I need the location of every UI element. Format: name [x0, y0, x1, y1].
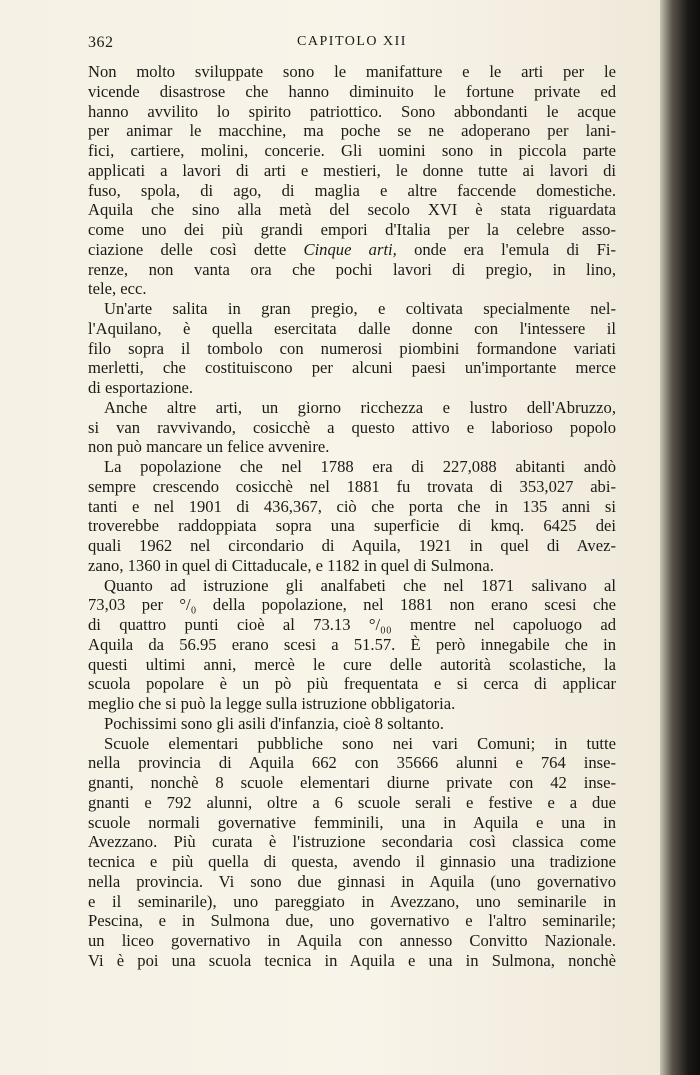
text-line: meglio che si può la legge sulla istruzione obbligatoria. [88, 694, 456, 713]
text-line: troverebbe raddoppiata sopra una superficie di kmq. 6425 dei [88, 516, 616, 536]
text-line: scuole normali governative femminili, una in Aquila e una in [88, 812, 616, 832]
text-line: vicende disastrose che hanno diminuito le fortune private ed [88, 81, 616, 101]
text-line: renze, non vanta ora che pochi lavori di pregio, in lino, [88, 259, 616, 279]
text-line: 73,03 per °/₀ della popolazione, nel 1881 non erano scesi che [88, 595, 616, 615]
text-line: fuso, spola, di ago, di maglia e altre faccende domestiche. [88, 180, 616, 200]
text-line: nella provincia. Vi sono due ginnasi in Aquila (uno governativo [88, 871, 616, 891]
text-line: hanno avvilito lo spirito patriottico. Sono abbondanti le acque [88, 101, 616, 121]
text-line: questi ultimi anni, mercè le cure delle autorità scolastiche, la [88, 654, 616, 674]
text-line: tecnica e più quella di questa, avendo il ginnasio una tradizione [88, 852, 616, 871]
text-line-with-italic [88, 240, 616, 260]
text-line: non può mancare un felice avvenire. [88, 437, 330, 457]
page-number: 362 [88, 34, 114, 51]
text-line: merletti, che costituiscono per alcuni paesi un'importante merce [88, 358, 616, 378]
text-line: si van ravvivando, cosicchè a questo attivo e laborioso popolo [88, 417, 616, 437]
text-line: scuola popolare è un pò più frequentata e si cerca di applicar [88, 674, 616, 694]
text-line: tanti e nel 1901 di 436,367, ciò che porta che in 135 anni si [88, 496, 616, 516]
paragraph-start: Quanto ad istruzione gli analfabeti che nel 1871 salivano al [104, 575, 616, 595]
text-line: Pescina, e in Sulmona due, uno governativo e l'altro seminarile; [88, 911, 616, 931]
italic-phrase: Cinque arti, [303, 239, 397, 259]
text-line: di quattro punti cioè al 73.13 °/₀₀ mentre nel capoluogo ad [88, 615, 616, 634]
page-header [88, 34, 616, 58]
text-line: tele, ecc. [88, 279, 147, 299]
text-line: fici, cartiere, molini, concerie. Gli uomini sono in piccola parte [88, 141, 616, 160]
paragraph-start: Pochissimi sono gli asili d'infanzia, cioè 8 soltanto. [104, 713, 444, 733]
text-line: come uno dei più grandi empori d'Italia per la celebre asso- [88, 220, 616, 239]
text-line: quali 1962 nel circondario di Aquila, 1921 in quel di Avez- [88, 536, 616, 555]
text-line: Avezzano. Più curata è l'istruzione secondaria così classica come [88, 832, 616, 852]
body-text [88, 62, 616, 971]
text-line: di esportazione. [88, 378, 194, 397]
paragraph-start: Anche altre arti, un giorno ricchezza e lustro dell'Abruzzo, [104, 397, 616, 417]
text-line: Aquila da 56.95 erano scesi a 51.57. È però innegabile che in [88, 634, 616, 654]
book-gutter-shadow [660, 0, 700, 1075]
text-line: filo sopra il tombolo con numerosi piombini formandone variati [88, 338, 616, 358]
text-line: un liceo governativo in Aquila con annesso Convitto Nazionale. [88, 931, 616, 950]
text-line: Non molto sviluppate sono le manifatture e le arti per le [88, 62, 616, 81]
text-line: l'Aquilano, è quella esercitata dalle donne con l'intessere il [88, 318, 616, 338]
text-line: Vi è poi una scuola tecnica in Aquila e una in Sulmona, nonchè [88, 950, 616, 970]
running-head: CAPITOLO XII [297, 34, 407, 49]
paragraph-start: La popolazione che nel 1788 era di 227,088 abitanti andò [104, 457, 616, 476]
text-line: gnanti e 792 alunni, oltre a 6 scuole serali e festive e a due [88, 792, 616, 812]
text-line: zano, 1360 in quel di Cittaducale, e 1182 in quel di Sulmona. [88, 555, 494, 575]
text-line: gnanti, nonchè 8 scuole elementari diurne private con 42 inse- [88, 773, 616, 792]
paragraph-start: Un'arte salita in gran pregio, e coltivata specialmente nel- [104, 299, 616, 318]
text-line: applicati a lavori di arti e mestieri, le donne tutte ai lavori di [88, 160, 616, 180]
text-line: sempre crescendo cosicchè nel 1881 fu trovata di 353,027 abi- [88, 476, 616, 496]
paragraph-start: Scuole elementari pubbliche sono nei vari Comuni; in tutte [104, 733, 616, 753]
text-line: per animar le macchine, ma poche se ne adoperano per lani- [88, 121, 616, 141]
text-line: nella provincia di Aquila 662 con 35666 alunni e 764 inse- [88, 753, 616, 773]
line-head: ciazione delle così dette [88, 239, 304, 259]
text-line: e il seminarile), uno pareggiato in Avezzano, uno seminarile in [88, 891, 616, 911]
text-line: Aquila che sino alla metà del secolo XVI è stata riguardata [88, 200, 616, 220]
line-tail: onde era l'emula di Fi- [396, 239, 616, 259]
